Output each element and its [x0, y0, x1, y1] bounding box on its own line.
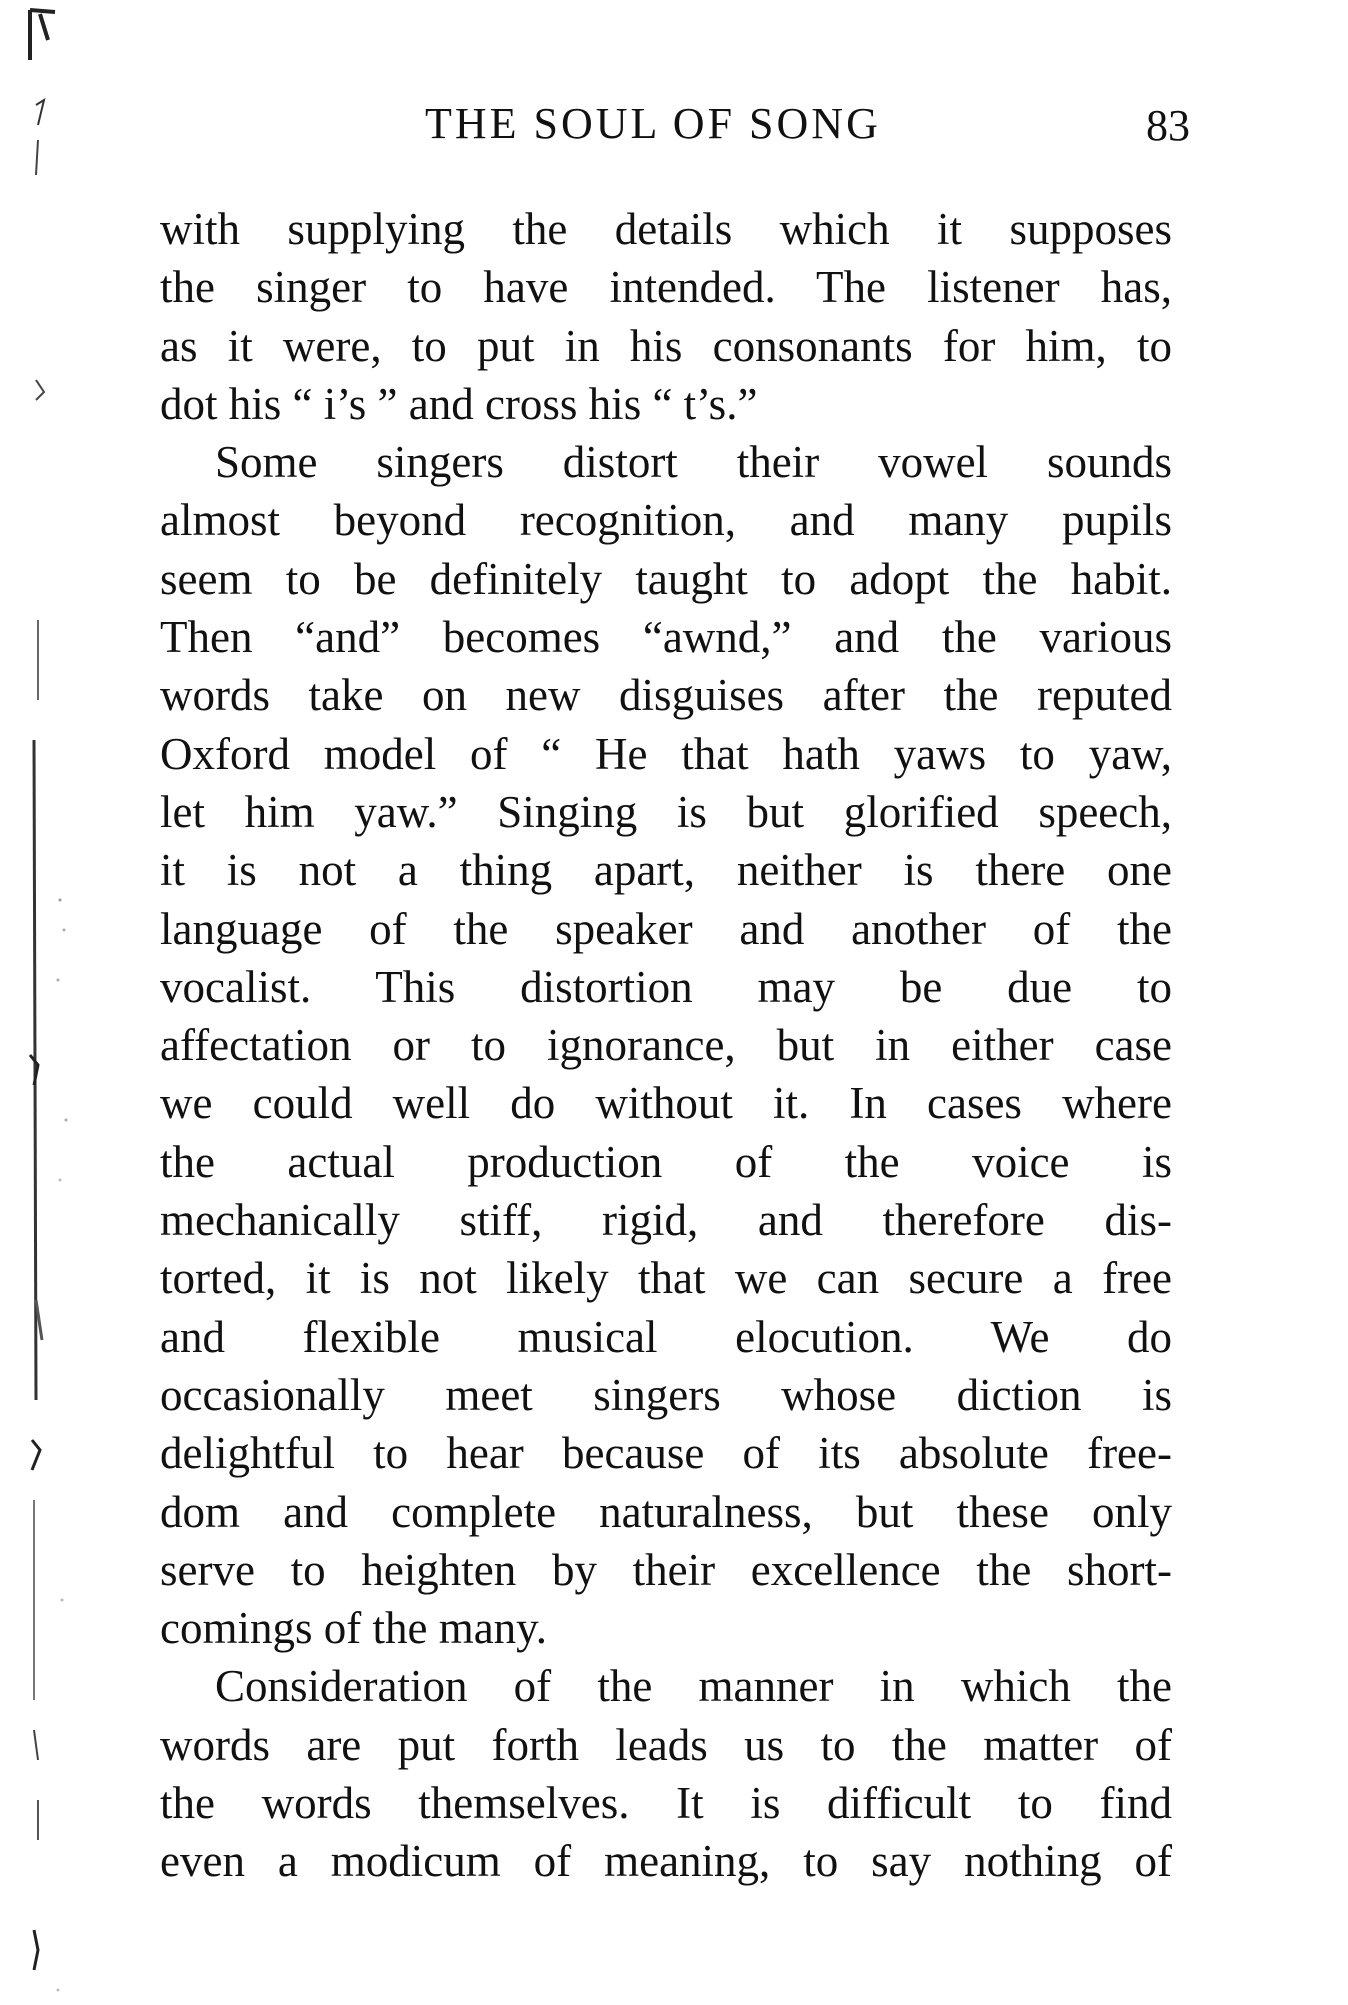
text-line: serve to heighten by their excellence the short- — [160, 1544, 1172, 1595]
text-line: words take on new disguises after the reputed — [160, 670, 1172, 721]
running-head: THE SOUL OF SONG — [425, 99, 881, 148]
text-line: affectation or to ignorance, but in either case — [160, 1020, 1172, 1071]
text-line: mechanically stiff, rigid, and therefore dis- — [160, 1195, 1172, 1246]
text-line: it is not a thing apart, neither is there one — [160, 845, 1172, 896]
text-line: almost beyond recognition, and many pupils — [160, 495, 1172, 546]
binding-edge-marks — [0, 0, 80, 2005]
text-line: torted, it is not likely that we can secure a free — [160, 1253, 1172, 1304]
text-line: the actual production of the voice is — [160, 1136, 1172, 1187]
page-number: 83 — [1146, 101, 1190, 150]
text-line: language of the speaker and another of the — [160, 903, 1172, 954]
text-line: words are put forth leads us to the matter of — [160, 1719, 1172, 1770]
text-line: and flexible musical elocution. We do — [160, 1311, 1172, 1362]
text-line: vocalist. This distortion may be due to — [160, 961, 1172, 1012]
text-line: the singer to have intended. The listener has, — [160, 262, 1172, 313]
text-line: the words themselves. It is difficult to find — [160, 1778, 1172, 1829]
text-line: Some singers distort their vowel sounds — [215, 437, 1172, 488]
text-line: with supplying the details which it supposes — [160, 204, 1172, 254]
text-line: seem to be definitely taught to adopt the habit. — [160, 553, 1172, 604]
text-line: as it were, to put in his consonants for him, to — [160, 320, 1172, 371]
text-line: let him yaw.” Singing is but glorified speech, — [160, 786, 1172, 837]
text-line: occasionally meet singers whose diction is — [160, 1369, 1172, 1420]
text-line: dot his “ i’s ” and cross his “ t’s.” — [160, 378, 758, 429]
body-text — [160, 200, 1172, 1891]
text-line: Then “and” becomes “awnd,” and the various — [160, 612, 1172, 663]
text-line: comings of the many. — [160, 1603, 548, 1654]
text-line: delightful to hear because of its absolute free- — [160, 1428, 1172, 1479]
text-line: Consideration of the manner in which the — [215, 1661, 1172, 1712]
page-header — [160, 98, 1190, 158]
text-line: even a modicum of meaning, to say nothing of — [160, 1836, 1172, 1887]
text-line: we could well do without it. In cases where — [160, 1078, 1172, 1129]
text-line: dom and complete naturalness, but these only — [160, 1486, 1172, 1537]
text-line: Oxford model of “ He that hath yaws to yaw, — [160, 728, 1172, 779]
